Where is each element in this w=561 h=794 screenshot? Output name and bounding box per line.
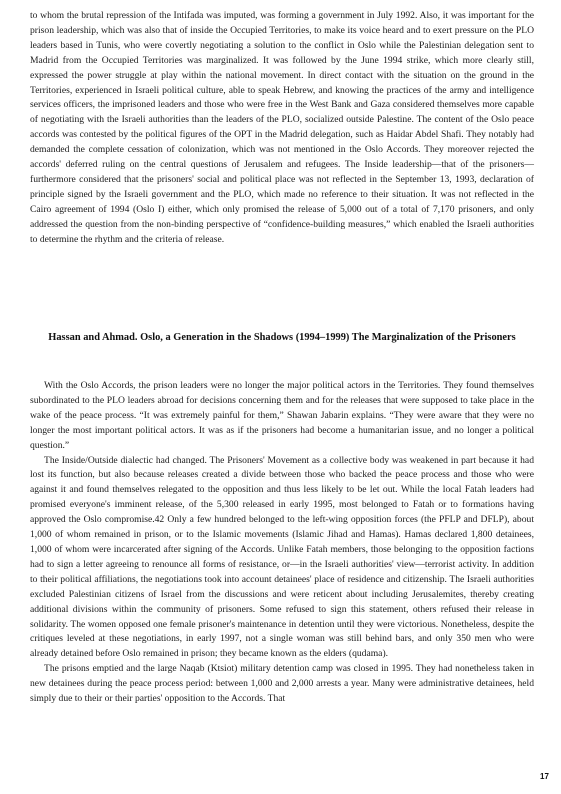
body-paragraph: The prisons emptied and the large Naqab (Ktsiot) military detention camp was closed in 1995. They had nonetheless taken in new detainees during the peace process period: between 1,000 and 2,000 arrests a year. Many were administrative detainees, held simply due to their or their parties' opposition to the Accords. That [30,663,534,705]
body-paragraph: With the Oslo Accords, the prison leaders were no longer the major political actors in the Territories. They found themselves subordinated to the PLO leaders abroad for decisions concerning them and for the releases that were supposed to take place in the wake of the peace process. “It was extremely painful for them,” Shawan Jabarin explains. “They were aware that they were no longer the most important political actors. It was as if the prisoners had become a humanitarian issue, and no longer a political question.” [30,380,534,451]
page-number: 17 [540,772,549,781]
section-body [30,379,534,707]
intro-paragraph: to whom the brutal repression of the Intifada was imputed, was forming a government in July 1992. Also, it was important for the prison leadership, which was also that of inside the Occupied Territories, to make its voice heard and to exert pressure on the PLO leaders based in Tunis, who were covertly negotiating a solution to the conflict in Oslo while the Palestinian delegation sent to Madrid from the Occupied Territories was marginalized. It was followed by the June 1994 strike, which more clearly still, expressed the power struggle at play within the national movement. In direct contact with the situation on the ground in the Territories, experienced in Israeli political culture, able to speak Hebrew, and knowing the practices of the army and intelligence services officers, the imprisoned leaders and those who were free in the West Bank and Gaza considered themselves more capable of negotiating with the Israeli authorities than the leaders of the PLO, socialized outside Palestine. The content of the Oslo peace accords was contested by the political figures of the OPT in the Madrid delegation, such as Haidar Abdel Shafi. They notably had demanded the complete cessation of colonization, which was not mentioned in the Oslo Accords. They moreover rejected the accords' deferred ruling on the central questions of Jerusalem and refugees. The Inside leadership—that of the prisoners—furthermore considered that the prisoners' social and political place was not reflected in the September 13, 1993, declaration of principle signed by the Israeli government and the PLO, which made no reference to their situation. It was not reflected in the Cairo agreement of 1994 (Oslo I) either, which only promised the release of 5,000 out of a total of 7,170 prisoners, and only addressed the question from the non-binding perspective of “confidence-building measures,” which enabled the Israeli authorities to determine the rhythm and the criteria of release. [30,10,534,245]
body-paragraph: The Inside/Outside dialectic had changed. The Prisoners' Movement as a collective body was weakened in part because it had lost its function, but also because releases created a divide between those who backed the peace process and those who were against it and found themselves relegated to the opposition and thus less likely to be let out. While the local Fatah leaders had promised everyone's imminent release, of the 5,300 released in early 1995, most belonged to Fatah or to formations having approved the Oslo compromise.42 Only a few hundred belonged to the left-wing opposition forces (the PFLP and DFLP), about 1,000 of whom remained in prison, or to the Islamic movements (Islamic Jihad and Hamas). Hamas declared 1,800 detainees, 1,000 of whom were incarcerated after signing of the Accords. Unlike Fatah members, those belonging to the opposition factions had to sign a letter agreeing to renounce all forms of resistance, or—in the Israeli authorities' view—terrorist activity. In addition to their political affiliations, the negotiations took into account detainees' place of residence and citizenship. The Israeli authorities excluded Palestinian citizens of Israel from the discussions and were reticent about including Jerusalemites, thereby creating additional divisions within the community of prisoners. Some refused to sign this statement, others refused their release in solidarity. The women opposed one female prisoner's maintenance in detention until they were victorious. Nonetheless, despite the critiques leveled at these negotiations, in early 1997, not a single woman was still behind bars, and only 350 men who were already detained before Oslo remained in prison; they became known as the elders (qudama). [30,454,534,660]
section-heading: Hassan and Ahmad. Oslo, a Generation in the Shadows (1994–1999) The Marginalization of the Prisoners [48,332,516,343]
